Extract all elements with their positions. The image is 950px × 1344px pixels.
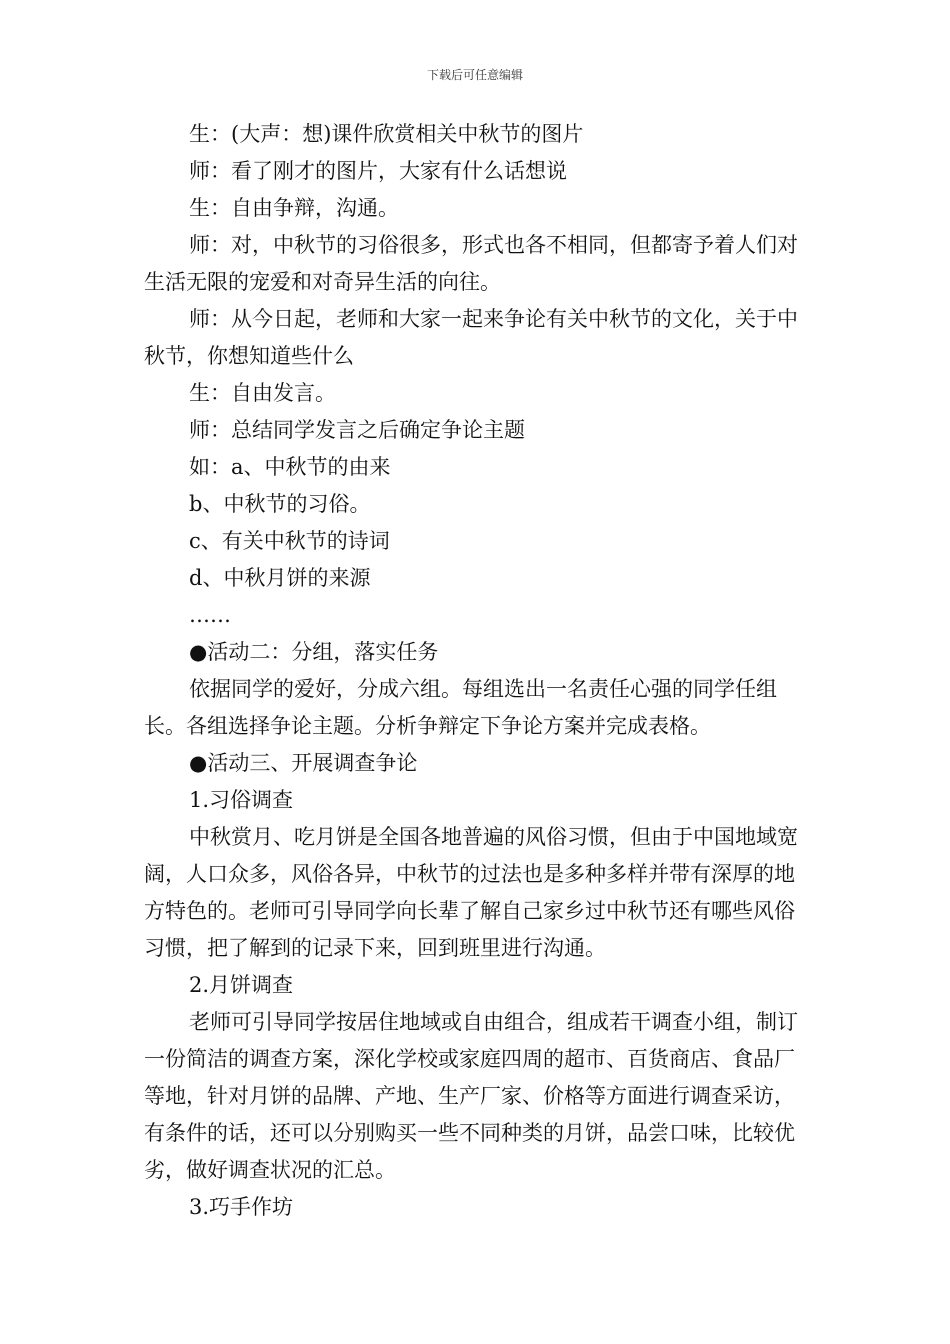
paragraph: 师：看了刚才的图片，大家有什么话想说 bbox=[189, 159, 567, 183]
section-heading: ●活动二：分组，落实任务 bbox=[189, 640, 439, 664]
page-header: 下载后可任意编辑 bbox=[426, 68, 523, 82]
paragraph: 中秋赏月、吃月饼是全国各地普遍的风俗习惯，但由于中国地域宽阔，人口众多，风俗各异，中秋节的过法也是多种多样并带有深厚的地方特色的。老师可引导同学向长辈了解自己家乡过中秋节还有哪些风俗习惯，把了解到的记录下来，回到班里进行沟通。 bbox=[144, 825, 798, 960]
list-item: d、中秋月饼的来源 bbox=[189, 566, 371, 590]
ellipsis: …… bbox=[189, 603, 231, 627]
paragraph: 如：a、中秋节的由来 bbox=[189, 455, 391, 479]
subsection-heading: 2.月饼调查 bbox=[189, 973, 294, 997]
subsection-heading: 1.习俗调查 bbox=[189, 788, 294, 812]
paragraph: 生：自由发言。 bbox=[189, 381, 336, 405]
subsection-heading: 3.巧手作坊 bbox=[189, 1195, 294, 1219]
paragraph: 师：从今日起，老师和大家一起来争论有关中秋节的文化，关于中秋节，你想知道些什么 bbox=[144, 307, 798, 368]
list-item: b、中秋节的习俗。 bbox=[189, 492, 371, 516]
paragraph: 老师可引导同学按居住地域或自由组合，组成若干调查小组，制订一份简洁的调查方案，深化学校或家庭四周的超市、百货商店、食品厂等地，针对月饼的品牌、产地、生产厂家、价格等方面进行调查采访，有条件的话，还可以分别购买一些不同种类的月饼，品尝口味，比较优劣，做好调查状况的汇总。 bbox=[144, 1010, 798, 1182]
paragraph: 生：自由争辩，沟通。 bbox=[189, 196, 399, 220]
paragraph: 依据同学的爱好，分成六组。每组选出一名责任心强的同学任组长。各组选择争论主题。分析争辩定下争论方案并完成表格。 bbox=[144, 677, 777, 738]
section-heading: ●活动三、开展调查争论 bbox=[189, 751, 418, 775]
paragraph: 师：总结同学发言之后确定争论主题 bbox=[189, 418, 525, 442]
document-body bbox=[144, 116, 814, 1226]
paragraph: 生：(大声：想)课件欣赏相关中秋节的图片 bbox=[189, 122, 584, 146]
paragraph: 师：对，中秋节的习俗很多，形式也各不相同，但都寄予着人们对生活无限的宠爱和对奇异生活的向往。 bbox=[144, 233, 798, 294]
list-item: c、有关中秋节的诗词 bbox=[189, 529, 390, 553]
